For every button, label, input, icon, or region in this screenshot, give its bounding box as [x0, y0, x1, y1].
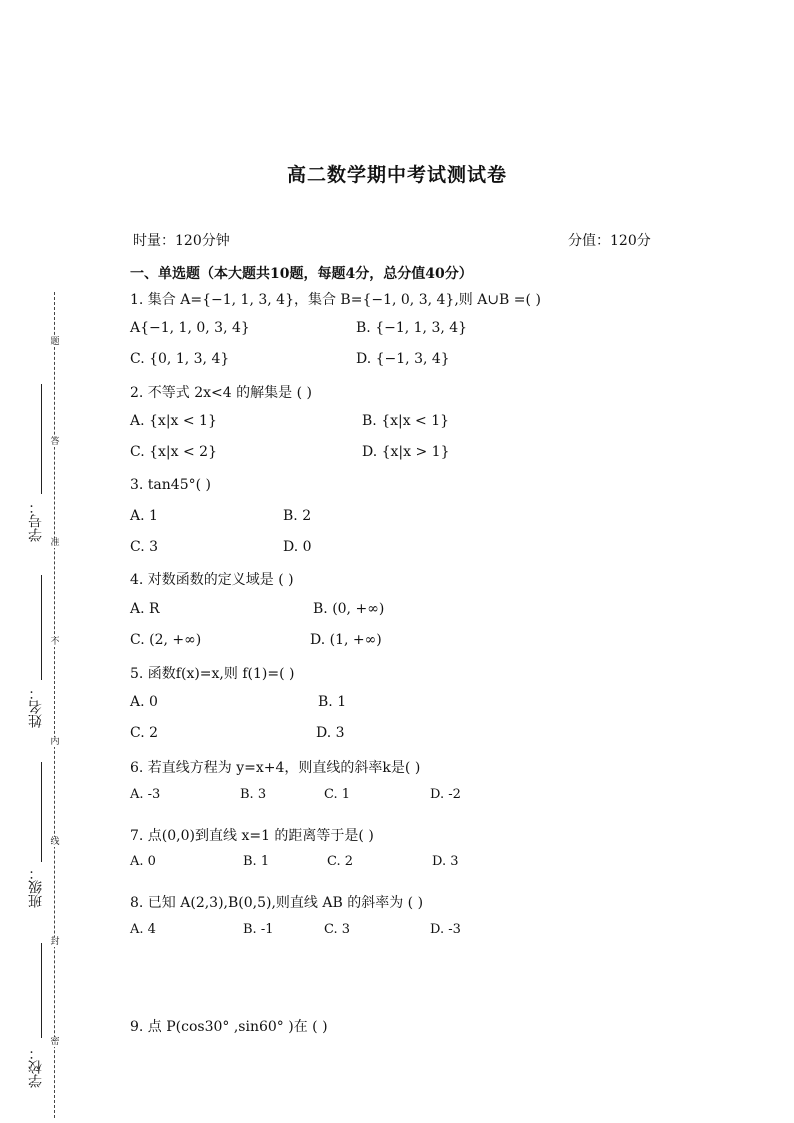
seal-char: 封: [50, 937, 60, 947]
q1-option-b: B. {−1, 1, 3, 4}: [356, 320, 468, 336]
question-6: 6. 若直线方程为 y=x+4，则直线的斜率k是( ): [130, 760, 421, 776]
seal-char: 准: [50, 538, 60, 548]
q6-option-d: D. -2: [430, 787, 461, 802]
question-2: 2. 不等式 2x<4 的解集是 ( ): [130, 385, 312, 401]
question-7: 7. 点(0,0)到直线 x=1 的距离等于是( ): [130, 828, 374, 844]
q6-option-a: A. -3: [130, 787, 161, 802]
school-line: [41, 943, 42, 1038]
exam-score: 分值：120分: [568, 233, 651, 249]
q4-option-b: B. (0, +∞): [313, 601, 385, 617]
q4-option-a: A. R: [130, 601, 160, 617]
name-line: [41, 575, 42, 680]
question-5: 5. 函数f(x)=x,则 f(1)=( ): [130, 666, 295, 682]
class-label: 班级：: [28, 866, 44, 908]
q3-option-c: C. 3: [130, 539, 159, 555]
q5-option-a: A. 0: [130, 694, 158, 710]
section-heading: 一、单选题（本大题共10题，每题4分，总分值40分）: [130, 266, 473, 282]
q8-option-d: D. -3: [430, 922, 461, 937]
class-line: [41, 762, 42, 862]
seal-char: 内: [50, 737, 60, 747]
student-id-line: [41, 384, 42, 494]
q5-option-c: C. 2: [130, 725, 159, 741]
seal-char: 线: [50, 837, 60, 847]
q2-option-a: A. {x|x < 1}: [130, 413, 217, 429]
q3-option-a: A. 1: [130, 508, 158, 524]
student-id-label: 学号：: [28, 500, 44, 542]
q1-option-c: C. {0, 1, 3, 4}: [130, 351, 230, 367]
seal-char: 答: [50, 437, 60, 447]
q1-option-d: D. {−1, 3, 4}: [356, 351, 450, 367]
q1-option-a: A{−1, 1, 0, 3, 4}: [130, 320, 250, 336]
q4-option-d: D. (1, +∞): [310, 632, 382, 648]
q3-option-d: D. 0: [283, 539, 312, 555]
q7-option-a: A. 0: [130, 854, 156, 869]
school-label: 学校：: [28, 1046, 44, 1088]
seal-char: 题: [50, 337, 60, 347]
q3-option-b: B. 2: [283, 508, 312, 524]
exam-time: 时量：120分钟: [133, 233, 230, 249]
q5-option-d: D. 3: [316, 725, 345, 741]
question-3: 3. tan45°( ): [130, 477, 211, 493]
q7-option-d: D. 3: [432, 854, 459, 869]
q6-option-c: C. 1: [324, 787, 351, 802]
q6-option-b: B. 3: [240, 787, 267, 802]
q4-option-c: C. (2, +∞): [130, 632, 202, 648]
question-9: 9. 点 P(cos30° ,sin60° )在 ( ): [130, 1019, 328, 1035]
q8-option-a: A. 4: [130, 922, 156, 937]
q7-option-b: B. 1: [243, 854, 270, 869]
q8-option-b: B. -1: [243, 922, 274, 937]
binding-dashed-line: [54, 292, 55, 1118]
q7-option-c: C. 2: [327, 854, 354, 869]
q2-option-d: D. {x|x > 1}: [362, 444, 450, 460]
name-label: 姓名：: [28, 686, 44, 728]
q8-option-c: C. 3: [324, 922, 351, 937]
q2-option-c: C. {x|x < 2}: [130, 444, 217, 460]
q5-option-b: B. 1: [318, 694, 347, 710]
q2-option-b: B. {x|x < 1}: [362, 413, 450, 429]
page-title: 高二数学期中考试测试卷: [286, 164, 507, 186]
seal-char: 密: [50, 1037, 60, 1047]
question-1: 1. 集合 A={−1, 1, 3, 4}，集合 B={−1, 0, 3, 4},则 A∪B =( ): [130, 292, 541, 308]
question-8: 8. 已知 A(2,3),B(0,5),则直线 AB 的斜率为 ( ): [130, 895, 424, 911]
question-4: 4. 对数函数的定义域是 ( ): [130, 572, 294, 588]
seal-char: 不: [50, 637, 60, 647]
